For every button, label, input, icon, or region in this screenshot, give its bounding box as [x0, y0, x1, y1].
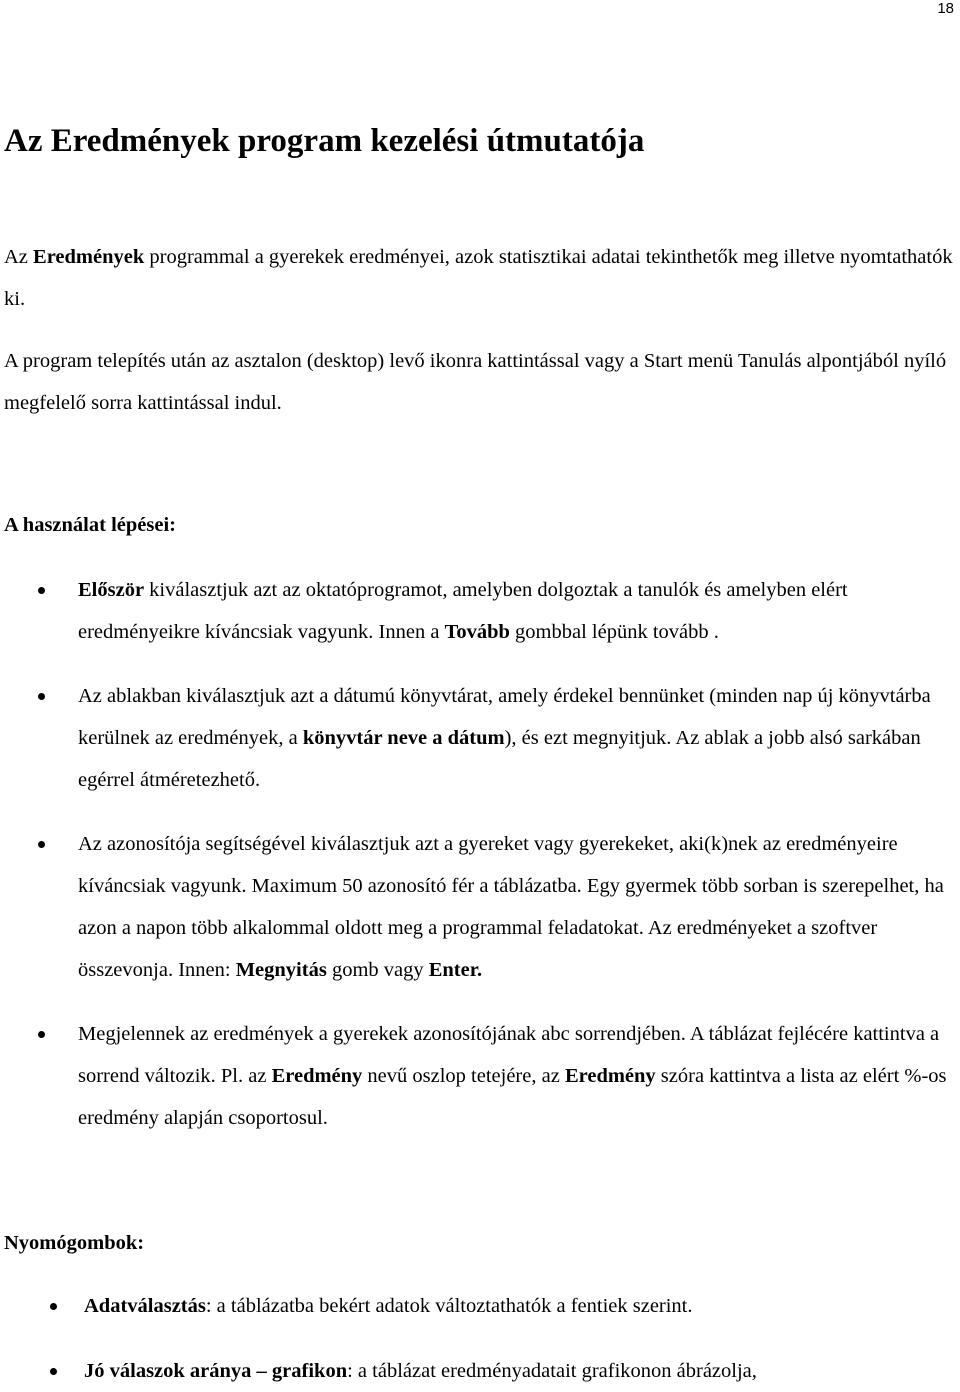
list-item-text — [78, 1013, 950, 1139]
bullet-icon — [50, 1368, 57, 1375]
steps-heading: A használat lépései: — [4, 514, 176, 536]
list-item-text — [78, 823, 956, 991]
list-item-text — [78, 569, 950, 653]
text-run: : a táblázatba bekért adatok változtathatók a fentiek szerint. — [205, 1295, 693, 1317]
bold-text: Tovább — [444, 621, 510, 643]
text-run: programmal a gyerekek eredményei, azok statisztikai adatai tekinthetők meg illetve nyomtathatók ki. — [4, 246, 953, 310]
bold-text: könyvtár neve a dátum — [302, 727, 505, 749]
text-run: gombbal lépünk tovább . — [509, 621, 719, 643]
bold-text: Enter. — [428, 959, 483, 981]
page-title: Az Eredmények program kezelési útmutatója — [4, 123, 645, 159]
text-run: Az — [4, 246, 34, 268]
bold-text: Megnyitás — [235, 959, 327, 981]
text-run: Az azonosítója segítségével kiválasztjuk azt a gyereket vagy gyerekeket, aki(k)nek az eredményeire kíváncsiak vagyunk. Maximum 50 azonosító fér a táblázatba. Egy gyermek több sorban is szerepelhet, ha azon a napon több alkalommal oldott meg a programmal feladatokat. Az eredményeket a szoftver összevonja. Innen: — [78, 833, 944, 981]
buttons-heading: Nyomógombok: — [4, 1232, 145, 1254]
text-run: : a táblázat eredményadatait grafikonon ábrázolja, — [347, 1360, 757, 1382]
bullet-icon — [38, 693, 45, 700]
bold-text: Eredmény — [271, 1065, 363, 1087]
text-run: kiválasztjuk azt az oktatóprogramot, amelyben dolgoztak a tanulók és amelyben elért eredményeikre kíváncsiak vagyunk. Innen a — [78, 579, 848, 643]
text-run: Az ablakban kiválasztjuk azt a dátumú könyvtárat, amely érdekel bennünket (minden nap új könyvtárba kerülnek az eredmények, a — [78, 685, 931, 749]
bullet-icon — [38, 1031, 45, 1038]
text-run: nevű oszlop tetejére, az — [362, 1065, 565, 1087]
bullet-icon — [38, 587, 45, 594]
list-item-text — [78, 675, 960, 801]
text-run: szóra kattintva a lista az elért %-os eredmény alapján csoportosul. — [78, 1065, 947, 1129]
bold-text: Jó válaszok aránya – grafikon — [84, 1360, 348, 1382]
text-run: ), és ezt megnyitjuk. Az ablak a jobb alsó sarkában egérrel átméretezhető. — [78, 727, 921, 791]
bold-text: Először — [78, 579, 145, 601]
bold-text: Adatválasztás — [84, 1295, 206, 1317]
intro-paragraph-2 — [4, 340, 954, 424]
text-run: gomb vagy — [326, 959, 429, 981]
text-run: A program telepítés után az asztalon (desktop) levő ikonra kattintással vagy a Start menü Tanulás alpontjából nyíló megfelelő sorra kattintással indul. — [4, 350, 947, 414]
bullet-icon — [50, 1303, 57, 1310]
page-number: 18 — [937, 0, 954, 17]
list-item-text — [84, 1350, 950, 1392]
intro-paragraph-1 — [4, 236, 954, 320]
text-run: Megjelennek az eredmények a gyerekek azonosítójának abc sorrendjében. A táblázat fejlécére kattintva a sorrend változik. Pl. az — [78, 1023, 940, 1087]
bullet-icon — [38, 841, 45, 848]
bold-text: Eredmény — [564, 1065, 656, 1087]
list-item-text — [84, 1285, 950, 1327]
bold-text: Eredmények — [33, 246, 145, 268]
